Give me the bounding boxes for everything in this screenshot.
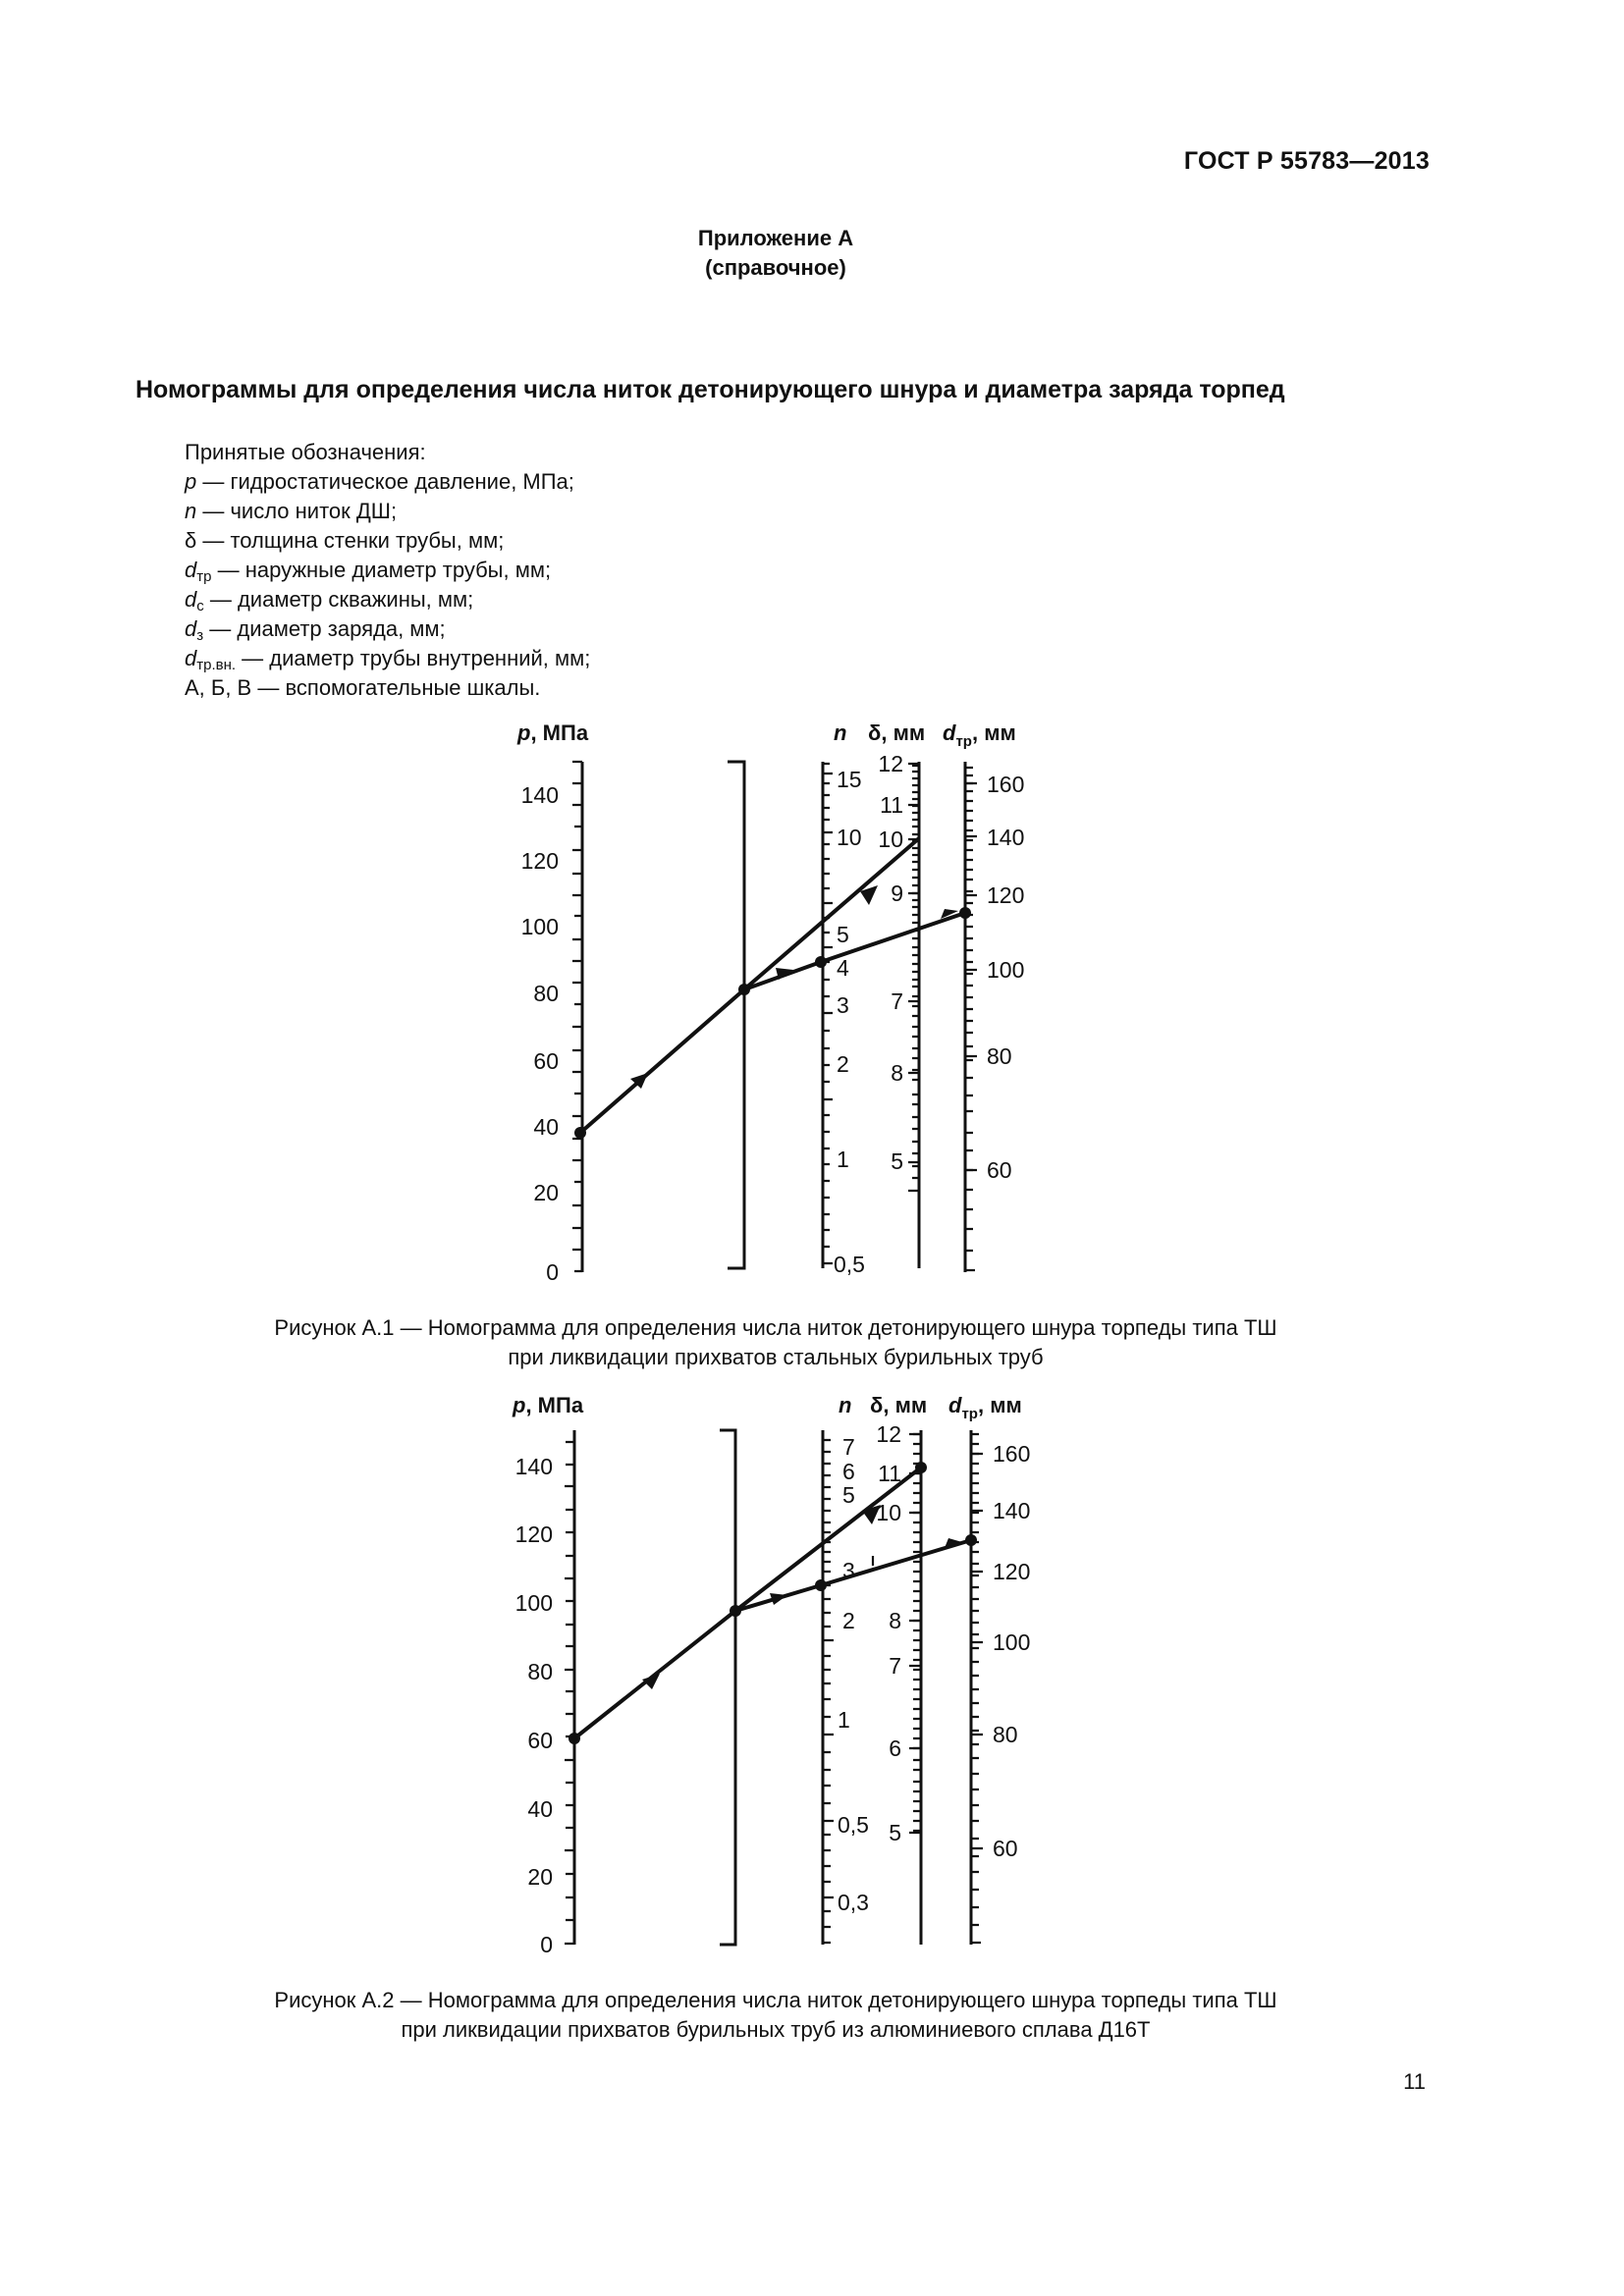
page-number: 11	[1403, 2069, 1426, 2094]
caption-line: при ликвидации прихватов стальных бурильных труб	[508, 1345, 1044, 1369]
delta-tick-label: 8	[891, 1060, 903, 1086]
delta-tick-label: 6	[889, 1735, 901, 1761]
key-point-d-tr	[965, 1534, 977, 1546]
n-tick-label: 1	[838, 1707, 850, 1733]
p-tick-label: 20	[533, 1180, 559, 1205]
n-tick-label: 0,3	[838, 1890, 869, 1915]
legend-subscript: тр	[196, 568, 212, 585]
p-tick-label: 0	[540, 1932, 553, 1957]
p-tick-label: 100	[520, 914, 559, 939]
annex-type: (справочное)	[705, 255, 846, 280]
delta-tick-label: 10	[878, 827, 903, 852]
notation-legend	[185, 438, 590, 703]
p-tick-label: 140	[520, 782, 559, 808]
caption-line: Рисунок А.1 — Номограмма для определения числа ниток детонирующего шнура торпеды типа ТШ	[274, 1315, 1277, 1340]
legend-intro: Принятые обозначения:	[185, 440, 426, 464]
auxiliary-scale	[728, 762, 744, 1268]
n-tick-label: 2	[837, 1051, 849, 1077]
delta-tick-label: 7	[891, 988, 903, 1014]
legend-subscript: с	[196, 598, 204, 614]
caption-line: при ликвидации прихватов бурильных труб из алюминиевого сплава Д16Т	[401, 2017, 1151, 2042]
delta-tick-label: 10	[876, 1500, 901, 1525]
d-tr-tick-label: 60	[987, 1157, 1012, 1183]
legend-item-d-c	[185, 585, 590, 614]
key-point-n	[815, 1579, 827, 1591]
p-tick-label: 140	[514, 1454, 553, 1479]
p-tick-label: 60	[533, 1048, 559, 1074]
n-tick-label: 0,5	[834, 1252, 865, 1277]
annex-heading	[0, 224, 1551, 283]
key-point-d-tr	[959, 907, 971, 919]
key-point-p	[568, 1733, 580, 1744]
d-tr-tick-label: 120	[987, 882, 1025, 908]
delta-tick-label: 9	[891, 881, 903, 906]
legend-text: — число ниток ДШ;	[196, 499, 398, 523]
header-p: p, МПа	[513, 1393, 584, 1417]
legend-text: — диаметр скважины, мм;	[203, 587, 474, 612]
key-point-n	[815, 956, 827, 968]
key-line-p-delta	[574, 1468, 921, 1738]
n-tick-label: 3	[837, 992, 849, 1018]
legend-text: — наружные диаметр трубы, мм;	[211, 558, 552, 582]
n-axis-ticks	[823, 1440, 834, 1943]
header-delta: δ, мм	[868, 721, 926, 745]
n-tick-label: 4	[837, 955, 849, 981]
document-code: ГОСТ Р 55783—2013	[1183, 147, 1430, 175]
n-tick-label: 5	[842, 1482, 855, 1508]
delta-tick-label: 12	[878, 751, 903, 776]
legend-text: — гидростатическое давление, МПа;	[196, 469, 574, 494]
n-tick-label: 0,5	[838, 1812, 869, 1838]
d-tr-tick-label: 60	[993, 1836, 1018, 1861]
key-point-aux	[730, 1605, 741, 1617]
n-tick-label: 2	[842, 1608, 855, 1633]
header-p: p, МПа	[517, 721, 589, 745]
legend-item-delta	[185, 526, 590, 556]
d-tr-tick-label: 160	[987, 772, 1025, 797]
n-tick-label: 1	[837, 1147, 849, 1172]
header-n: n	[834, 721, 847, 745]
key-point-aux	[738, 984, 750, 995]
legend-symbol: d	[185, 646, 197, 670]
legend-symbol: d	[185, 616, 197, 641]
legend-subscript: тр.вн.	[196, 657, 237, 673]
d-tr-axis-ticks	[971, 1434, 983, 1943]
d-tr-axis-ticks	[965, 768, 977, 1270]
legend-symbol: p	[185, 469, 197, 494]
legend-text: — диаметр заряда, мм;	[203, 616, 446, 641]
p-tick-label: 40	[527, 1796, 553, 1822]
p-tick-label: 80	[533, 981, 559, 1006]
legend-text: — толщина стенки трубы, мм;	[196, 528, 505, 553]
key-point-p	[574, 1127, 586, 1139]
d-tr-tick-label: 120	[993, 1559, 1031, 1584]
n-tick-label: 7	[842, 1434, 855, 1460]
d-tr-tick-label: 80	[987, 1043, 1012, 1069]
n-tick-label: 6	[842, 1459, 855, 1484]
d-tr-tick-label: 100	[987, 957, 1025, 983]
legend-symbol: n	[185, 499, 197, 523]
delta-tick-label: 5	[891, 1148, 903, 1174]
section-title: Номограммы для определения числа ниток детонирующего шнура и диаметра заряда торпед	[135, 376, 1285, 403]
auxiliary-scale	[720, 1430, 735, 1945]
header-d-tr: $d_{тр}$, мм	[943, 721, 1016, 750]
p-tick-label: 120	[514, 1522, 553, 1547]
legend-subscript: з	[196, 627, 204, 644]
figure-1-caption	[0, 1313, 1551, 1372]
p-tick-label: 20	[527, 1864, 553, 1890]
delta-tick-label: 7	[889, 1653, 901, 1679]
legend-item-d-z	[185, 614, 590, 644]
key-line-n-d	[735, 1540, 971, 1611]
delta-tick-label: 5	[889, 1820, 901, 1845]
key-point-delta	[915, 1462, 927, 1473]
legend-symbol: d	[185, 558, 197, 582]
n-tick-label: 15	[837, 767, 862, 792]
header-n: n	[839, 1393, 852, 1417]
p-tick-label: 40	[533, 1114, 559, 1140]
d-tr-tick-label: 100	[993, 1629, 1031, 1655]
delta-tick-label: 8	[889, 1608, 901, 1633]
d-tr-tick-label: 140	[993, 1498, 1031, 1523]
delta-tick-label: 12	[876, 1421, 901, 1447]
arrow-marker	[770, 1593, 787, 1605]
header-d-tr: $d_{тр}$, мм	[948, 1393, 1022, 1422]
p-tick-label: 80	[527, 1659, 553, 1684]
legend-symbol: δ	[185, 528, 197, 553]
n-tick-label: 5	[837, 922, 849, 947]
header-delta: δ, мм	[870, 1393, 928, 1417]
legend-item-n	[185, 497, 590, 526]
legend-item-auxiliary: А, Б, В — вспомогательные шкалы.	[185, 675, 541, 700]
key-line-n-d	[744, 913, 965, 989]
legend-text: — диаметр трубы внутренний, мм;	[236, 646, 591, 670]
d-tr-tick-label: 80	[993, 1722, 1018, 1747]
p-tick-label: 120	[520, 848, 559, 874]
legend-item-p	[185, 467, 590, 497]
p-tick-label: 0	[546, 1259, 559, 1285]
n-tick-label: 3	[842, 1558, 855, 1583]
delta-tick-label: 11	[878, 1461, 901, 1486]
n-tick-label: 10	[837, 825, 862, 850]
nomogram-figure-2	[0, 1389, 1624, 1957]
p-tick-label: 60	[527, 1728, 553, 1753]
annex-title: Приложение А	[697, 226, 854, 250]
figure-2-caption	[0, 1986, 1551, 2045]
nomogram-figure-1	[0, 717, 1624, 1285]
delta-axis-ticks	[909, 1434, 921, 1833]
delta-tick-label: 11	[880, 792, 903, 818]
caption-line: Рисунок А.2 — Номограмма для определения числа ниток детонирующего шнура торпеды типа ТШ	[274, 1988, 1277, 2012]
p-tick-label: 100	[514, 1590, 553, 1616]
d-tr-tick-label: 140	[987, 825, 1025, 850]
legend-symbol: d	[185, 587, 197, 612]
delta-axis-ticks	[908, 764, 919, 1191]
d-tr-tick-label: 160	[993, 1441, 1031, 1467]
legend-item-d-tr-vn	[185, 644, 590, 673]
legend-item-d-tr	[185, 556, 590, 585]
